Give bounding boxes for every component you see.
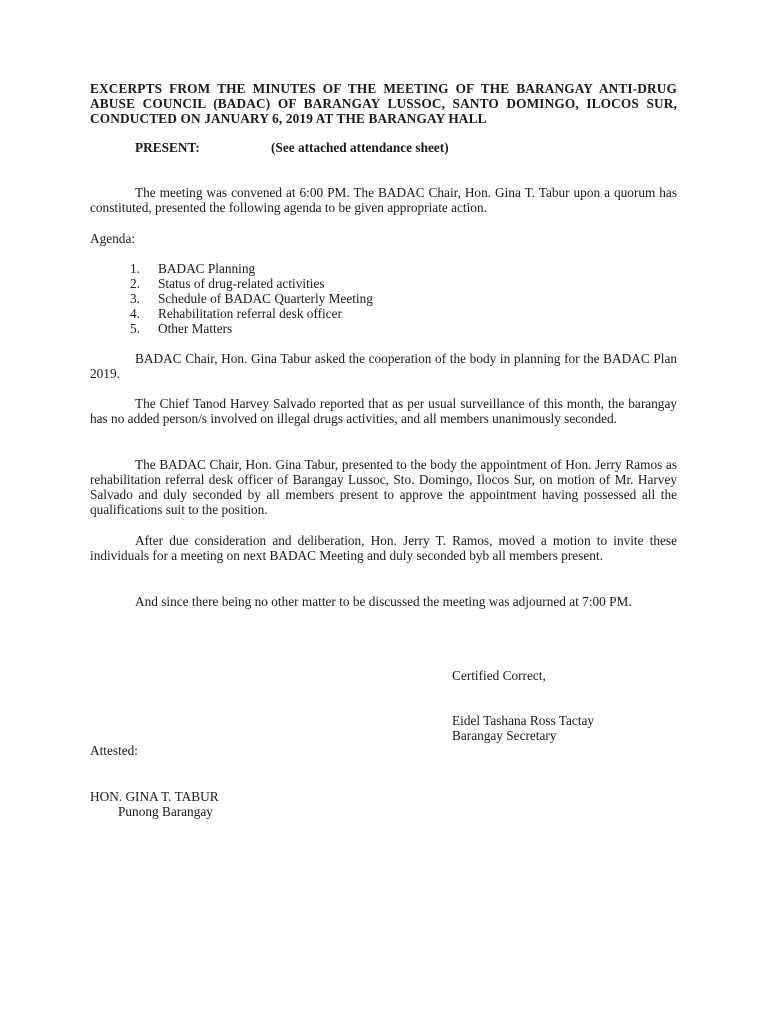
- agenda-item: 3. Schedule of BADAC Quarterly Meeting: [130, 291, 373, 306]
- agenda-list: [130, 261, 373, 336]
- agenda-item: 5. Other Matters: [130, 321, 233, 336]
- paragraph-motion: After due consideration and deliberation, Hon. Jerry T. Ramos, moved a motion to invite these individuals for a meeting on next BADAC Meeting and duly seconded byb all members present.: [90, 533, 677, 563]
- certified-label: Certified Correct,: [452, 668, 546, 683]
- present-line: [135, 140, 449, 155]
- paragraph-planning: BADAC Chair, Hon. Gina Tabur asked the cooperation of the body in planning for the BADAC Plan 2019.: [90, 351, 677, 381]
- document-title: EXCERPTS FROM THE MINUTES OF THE MEETING OF THE BARANGAY ANTI-DRUG ABUSE COUNCIL (BADAC) OF BARANGAY LUSSOC, SANTO DOMINGO, ILOCOS SUR, CONDUCTED ON JANUARY 6, 2019 AT THE BARANGAY HALL: [90, 81, 677, 126]
- secretary-title: Barangay Secretary: [452, 728, 557, 743]
- present-label: PRESENT:: [135, 140, 200, 155]
- agenda-label: Agenda:: [90, 231, 136, 246]
- agenda-item: 4. Rehabilitation referral desk officer: [130, 306, 342, 321]
- captain-title: Punong Barangay: [118, 804, 213, 819]
- paragraph-adjournment: And since there being no other matter to be discussed the meeting was adjourned at 7:00 PM.: [135, 594, 632, 609]
- paragraph-surveillance: The Chief Tanod Harvey Salvado reported that as per usual surveillance of this month, the barangay has no added person/s involved on illegal drugs activities, and all members unanimously seconded.: [90, 396, 677, 426]
- present-value: (See attached attendance sheet): [271, 140, 449, 155]
- intro-paragraph: [90, 185, 677, 215]
- agenda-item: 1. BADAC Planning: [130, 261, 256, 276]
- intro-text: The meeting was convened at 6:00 PM. The BADAC Chair, Hon. Gina T. Tabur upon a quorum has constituted, presented the following agenda to be given appropriate action.: [90, 185, 677, 215]
- secretary-name: Eidel Tashana Ross Tactay: [452, 713, 595, 728]
- paragraph-appointment: The BADAC Chair, Hon. Gina Tabur, presented to the body the appointment of Hon. Jerry Ramos as rehabilitation referral desk officer of Barangay Lussoc, Sto. Domingo, Ilocos Sur, on motion of Mr. Harvey Salvado and duly seconded by all members present to approve the appointment having possessed all the qualifications suit to the position.: [90, 457, 677, 517]
- captain-name: HON. GINA T. TABUR: [90, 789, 219, 804]
- attested-label: Attested:: [90, 743, 139, 758]
- agenda-item: 2. Status of drug-related activities: [130, 276, 325, 291]
